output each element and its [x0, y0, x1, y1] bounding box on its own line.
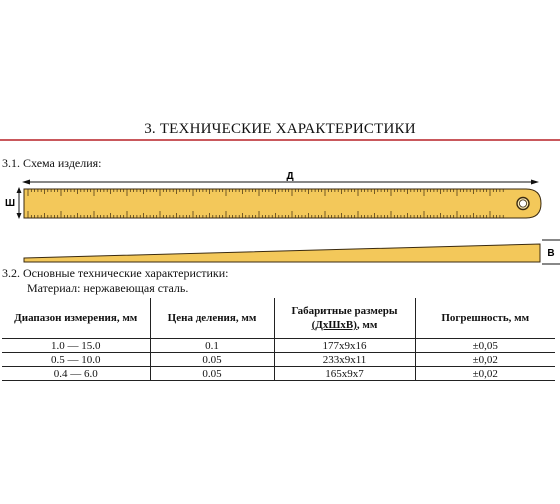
section-title: 3. ТЕХНИЧЕСКИЕ ХАРАКТЕРИСТИКИ	[144, 121, 416, 137]
cell-dimensions: 233x9x11	[274, 353, 415, 367]
header-dimensions-unit: , мм	[356, 319, 378, 331]
product-diagram	[0, 160, 560, 268]
cell-accuracy: ±0,05	[415, 339, 555, 353]
length-arrow-left	[22, 180, 30, 185]
header-dimensions	[274, 298, 415, 339]
header-dimensions-formula: (ДхШхВ)	[311, 319, 357, 331]
cell-accuracy: ±0,02	[415, 353, 555, 367]
cell-division: 0.1	[150, 339, 274, 353]
cell-dimensions: 165x9x7	[274, 367, 415, 381]
ruler-side-view	[24, 244, 540, 262]
specs-heading: 3.2. Основные технические характеристики:	[2, 266, 229, 280]
width-arrow-bottom	[17, 213, 22, 219]
specs-table-header	[2, 298, 555, 339]
header-dimensions-title: Габаритные размеры	[291, 305, 398, 317]
table-row	[2, 339, 555, 353]
specs-table	[2, 298, 555, 381]
material-line: Материал: нержавеющая сталь.	[27, 281, 189, 295]
cell-division: 0.05	[150, 353, 274, 367]
scheme-heading: 3.1. Схема изделия:	[2, 156, 102, 170]
length-label: Д	[286, 171, 294, 182]
cell-division: 0.05	[150, 367, 274, 381]
length-arrow-right	[531, 180, 539, 185]
table-row	[2, 353, 555, 367]
cell-range: 1.0 — 15.0	[2, 339, 150, 353]
width-arrow-top	[17, 187, 22, 193]
ruler-top-view	[24, 189, 541, 218]
title-divider	[0, 139, 560, 141]
width-label: Ш	[4, 198, 16, 209]
table-row	[2, 367, 555, 381]
hanging-hole-inner	[519, 200, 526, 207]
height-label: В	[547, 248, 555, 259]
cell-range: 0.4 — 6.0	[2, 367, 150, 381]
header-division: Цена деления, мм	[150, 298, 274, 339]
cell-dimensions: 177x9x16	[274, 339, 415, 353]
cell-range: 0.5 — 10.0	[2, 353, 150, 367]
header-range: Диапазон измерения, мм	[2, 298, 150, 339]
header-accuracy: Погрешность, мм	[415, 298, 555, 339]
cell-accuracy: ±0,02	[415, 367, 555, 381]
